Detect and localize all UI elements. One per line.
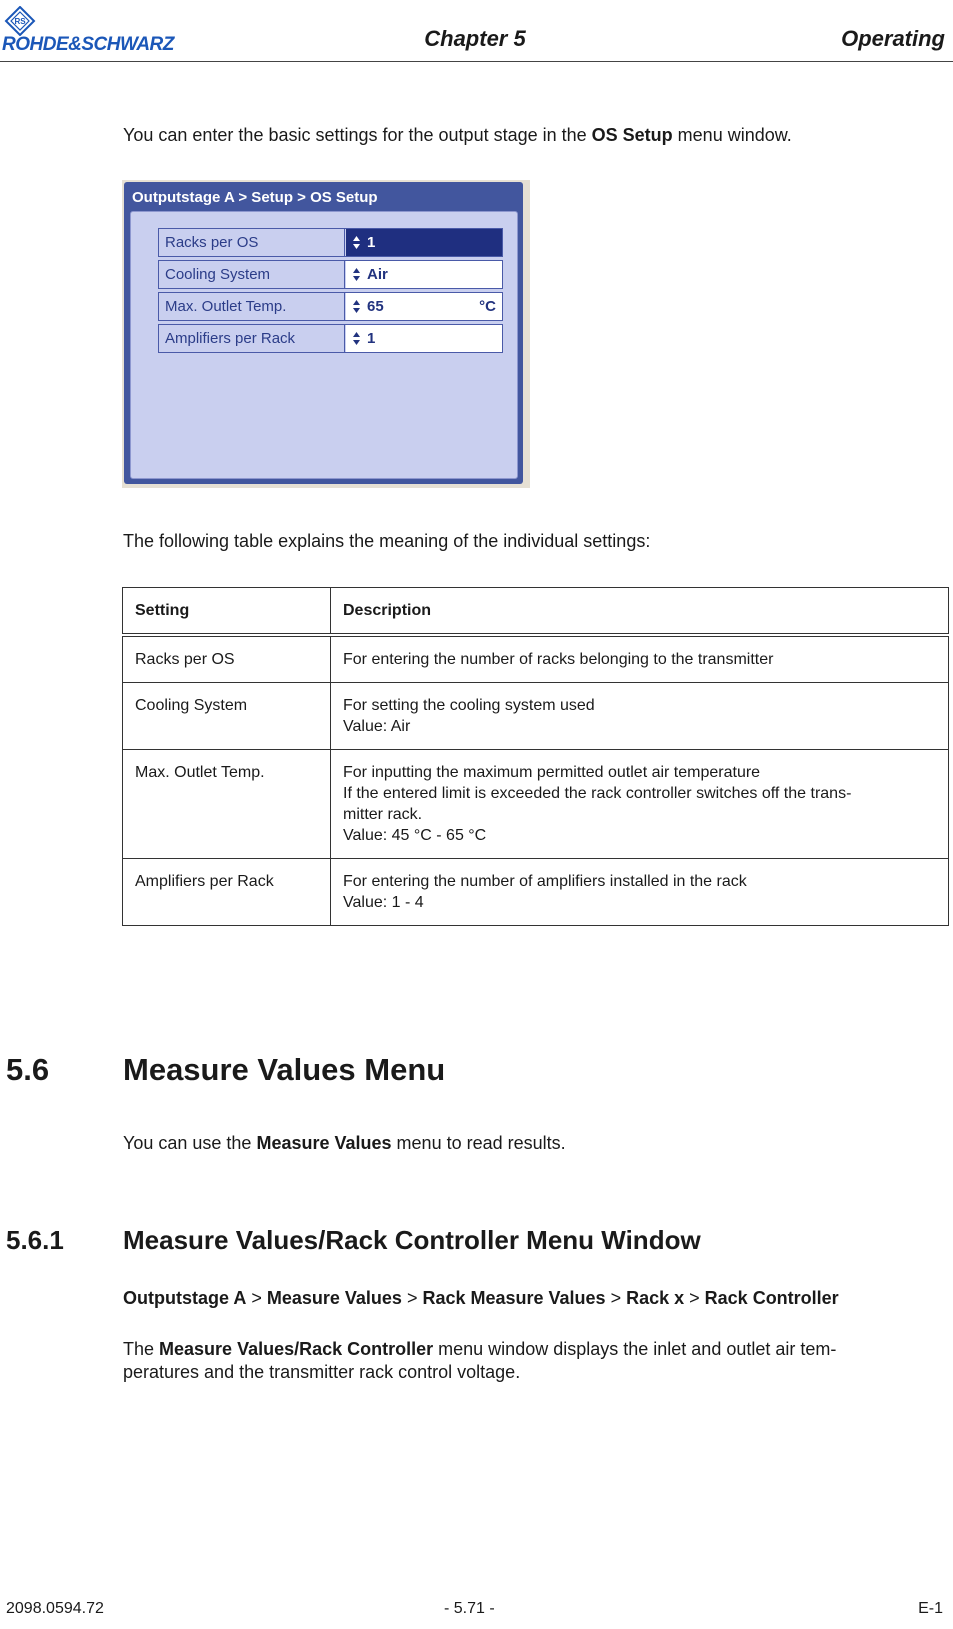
section-heading-5-6-1 — [6, 1225, 701, 1256]
field-value[interactable] — [346, 293, 502, 320]
description-cell — [331, 683, 949, 750]
setting-cell: Amplifiers per Rack — [123, 859, 331, 926]
field-label: Amplifiers per Rack — [159, 325, 345, 352]
header-setting: Setting — [123, 588, 331, 636]
page-header — [0, 0, 953, 62]
svg-text:RS: RS — [14, 17, 26, 26]
menu-path — [123, 1287, 839, 1310]
window-body — [130, 211, 518, 479]
section-number: 5.6 — [6, 1052, 50, 1087]
description-cell — [331, 750, 949, 859]
field-value-selected[interactable] — [346, 229, 502, 256]
footer-doc-number: 2098.0594.72 — [6, 1600, 104, 1617]
path-separator: > — [246, 1288, 267, 1308]
description-line: For inputting the maximum permitted outlet air temperature — [343, 764, 761, 781]
window-title: Outputstage A > Setup > OS Setup — [132, 189, 378, 206]
text-part: menu window displays the inlet and outlet air tem- — [433, 1339, 837, 1359]
field-label: Cooling System — [159, 261, 345, 288]
field-label: Max. Outlet Temp. — [159, 293, 345, 320]
path-item: Rack Controller — [704, 1288, 839, 1308]
path-separator: > — [401, 1288, 423, 1308]
table-row — [123, 859, 949, 926]
description-line: Value: 1 - 4 — [343, 894, 424, 911]
spinner-arrows-icon[interactable] — [352, 331, 361, 346]
intro-text-end: menu window. — [672, 125, 792, 145]
table-row — [123, 635, 949, 683]
table-header-row — [123, 588, 949, 636]
field-value-text: Air — [367, 266, 388, 283]
intro-text: You can enter the basic settings for the output stage in the — [123, 125, 592, 145]
rohde-schwarz-logo — [2, 6, 224, 54]
path-item: Rack Measure Values — [422, 1288, 606, 1308]
logo-text: ROHDE&SCHWARZ — [2, 34, 174, 55]
rs-diamond-icon — [4, 6, 36, 36]
section-5-6-1-desc-line2: peratures and the transmitter rack control voltage. — [123, 1362, 521, 1382]
text-part: menu to read results. — [391, 1133, 566, 1153]
description-line: For entering the number of racks belonging to the transmitter — [343, 651, 774, 668]
description-cell — [331, 859, 949, 926]
header-description: Description — [331, 588, 949, 636]
setting-cell: Max. Outlet Temp. — [123, 750, 331, 859]
field-value-text: 1 — [367, 234, 376, 251]
field-value-text: 1 — [367, 330, 376, 347]
settings-table — [122, 587, 949, 926]
footer-edition: E-1 — [918, 1600, 943, 1617]
header-rule — [0, 61, 953, 62]
table-row — [123, 683, 949, 750]
spinner-arrows-icon[interactable] — [352, 267, 361, 282]
path-item: Measure Values — [266, 1288, 402, 1308]
description-cell — [331, 635, 949, 683]
spinner-arrows-icon[interactable] — [352, 299, 361, 314]
section-5-6-text — [123, 1132, 566, 1155]
text-bold: Measure Values/Rack Controller — [159, 1339, 434, 1359]
field-racks-per-os[interactable] — [158, 228, 503, 257]
field-value-text: 65 — [367, 298, 384, 315]
header-section: Operating — [841, 26, 945, 51]
description-line: For entering the number of amplifiers installed in the rack — [343, 873, 747, 890]
path-separator: > — [684, 1288, 705, 1308]
text-part: The — [123, 1339, 160, 1359]
description-line: Value: Air — [343, 718, 411, 735]
os-setup-screenshot — [122, 180, 530, 488]
description-line: For setting the cooling system used — [343, 697, 595, 714]
path-separator: > — [605, 1288, 627, 1308]
footer-page-number: - 5.71 - — [444, 1600, 495, 1617]
spinner-arrows-icon[interactable] — [352, 235, 361, 250]
path-item: Outputstage A — [123, 1288, 247, 1308]
description-line: Value: 45 °C - 65 °C — [343, 827, 487, 844]
description-line: mitter rack. — [343, 806, 423, 823]
setting-cell: Racks per OS — [123, 635, 331, 683]
table-row — [123, 750, 949, 859]
setting-cell: Cooling System — [123, 683, 331, 750]
section-number: 5.6.1 — [6, 1225, 64, 1255]
intro-bold: OS Setup — [591, 125, 673, 145]
table-intro: The following table explains the meaning of the individual settings: — [123, 531, 651, 551]
intro-paragraph — [123, 124, 792, 147]
header-chapter: Chapter 5 — [424, 26, 526, 51]
field-value[interactable] — [346, 261, 502, 288]
section-title: Measure Values/Rack Controller Menu Window — [123, 1225, 701, 1255]
description-line: If the entered limit is exceeded the rack controller switches off the trans- — [343, 785, 852, 802]
text-bold: Measure Values — [256, 1133, 392, 1153]
field-label: Racks per OS — [159, 229, 345, 256]
path-item: Rack x — [626, 1288, 685, 1308]
field-cooling-system[interactable] — [158, 260, 503, 289]
field-max-outlet-temp[interactable] — [158, 292, 503, 321]
section-5-6-1-desc — [123, 1338, 836, 1361]
section-heading-5-6 — [6, 1052, 445, 1088]
section-title: Measure Values Menu — [123, 1052, 446, 1087]
os-setup-window — [124, 182, 523, 484]
field-value[interactable] — [346, 325, 502, 352]
text-part: You can use the — [123, 1133, 257, 1153]
field-unit: °C — [479, 298, 496, 315]
field-amplifiers-per-rack[interactable] — [158, 324, 503, 353]
